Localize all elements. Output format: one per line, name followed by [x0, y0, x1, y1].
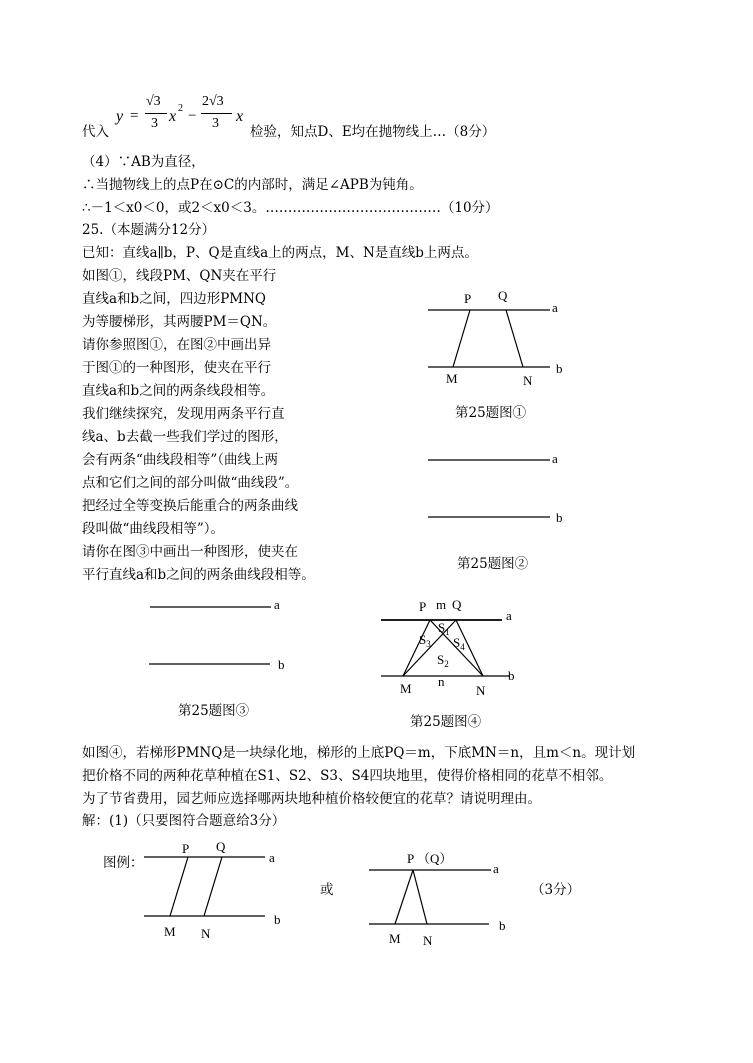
formula-num1: √3	[146, 94, 161, 109]
fig2-label-a: a	[552, 451, 558, 466]
caption-fig3: 第25题图③	[178, 703, 250, 719]
line-22: 平行直线a和b之间的两条曲线段相等。	[82, 567, 315, 583]
fig4-label-s3: $S_3$	[419, 632, 431, 649]
ans2-label-b: b	[499, 918, 506, 933]
fig1-leg-qn	[506, 310, 523, 367]
fig2-label-b: b	[556, 510, 563, 525]
caption-fig4: 第25题图④	[410, 714, 482, 730]
line-16: 线a、b去截一些我们学过的图形，	[82, 429, 288, 445]
formula-num2: 2√3	[202, 94, 224, 109]
fig4-label-b: b	[508, 668, 515, 683]
line-10: 直线a和b之间，四边形PMNQ	[82, 291, 266, 307]
line-4: （4）∵AB为直径，	[82, 154, 205, 170]
caption-fig1: 第25题图①	[455, 405, 527, 421]
fig3-label-b: b	[278, 657, 285, 672]
answer-figure-parallel	[140, 835, 300, 945]
formula-sup: 2	[178, 103, 183, 114]
fig4-label-m: M	[400, 681, 412, 696]
line-20: 段叫做“曲线段相等”）。	[82, 521, 225, 537]
fig4-label-m-top: m	[436, 597, 447, 612]
ans2-label-a: a	[493, 861, 499, 876]
ans2-leg-pm	[395, 870, 413, 924]
para-2: 把价格不同的两种花草种植在S1、S2、S3、S4四块地里，使得价格相同的花草不相邻。	[82, 768, 613, 784]
fig4-label-s4: $S_4$	[453, 635, 465, 652]
answer-legend: 图例：	[103, 855, 144, 871]
ans2-leg-qn	[413, 870, 427, 924]
ans1-leg-pm	[170, 857, 188, 916]
fig1-leg-pm	[453, 310, 470, 367]
fig4-label-n: N	[476, 683, 486, 698]
line-19: 把经过全等变换后能重合的两条曲线	[82, 498, 298, 514]
formula-prefix: 代入	[82, 124, 109, 140]
ans1-leg-qn	[204, 857, 222, 916]
ans2-label-n: N	[423, 933, 433, 948]
ans2-label-pq: P （Q）	[407, 851, 453, 866]
line-11: 为等腰梯形，其两腰PM＝QN。	[82, 314, 277, 330]
formula-eq: =	[130, 108, 139, 124]
line-21: 请你在图③中画出一种图形，使夹在	[82, 544, 298, 560]
para-4: 解：(1)（只要图符合题意给3分）	[82, 813, 286, 829]
fig3-label-a: a	[274, 597, 280, 612]
answer-score: （3分）	[531, 882, 581, 898]
fig4-label-n-bottom: n	[438, 674, 445, 689]
formula-bar1	[145, 113, 167, 114]
formula-den2: 3	[212, 116, 219, 131]
fig4-label-a: a	[506, 608, 512, 623]
fig1-label-p: P	[464, 291, 472, 306]
fig1-label-q: Q	[498, 288, 508, 303]
ans1-label-a: a	[269, 850, 275, 865]
ans1-label-q: Q	[216, 839, 226, 854]
ans1-label-p: P	[182, 841, 190, 856]
line-17: 会有两条“曲线段相等”（曲线上两	[82, 452, 279, 468]
line-7: 25.（本题满分12分）	[82, 222, 216, 238]
answer-figure-triangle	[365, 845, 525, 955]
line-13: 于图①的一种图形，使夹在平行	[82, 360, 271, 376]
formula-x: x	[236, 108, 244, 125]
caption-fig2: 第25题图②	[457, 556, 529, 572]
figure-1	[420, 285, 580, 395]
line-5: ∴当抛物线上的点P在⊙C的内部时，满足∠APB为钝角。	[82, 177, 423, 193]
fig4-label-p: P	[419, 599, 427, 614]
line-14: 直线a和b之间的两条线段相等。	[82, 383, 275, 399]
figure-4	[375, 592, 535, 702]
line-15: 我们继续探究，发现用两条平行直	[82, 406, 285, 422]
line-18: 点和它们之间的部分叫做“曲线段”。	[82, 475, 299, 491]
ans1-label-n: N	[201, 926, 211, 941]
fig1-label-a: a	[552, 300, 558, 315]
formula-minus: −	[188, 108, 197, 124]
fig4-label-s2: $S_2$	[437, 652, 449, 669]
formula-bar2	[201, 113, 232, 114]
para-1: 如图④，若梯形PMNQ是一块绿化地，梯形的上底PQ＝m，下底MN＝n，且m＜n。现计划	[82, 745, 636, 761]
line-12: 请你参照图①，在图②中画出异	[82, 337, 271, 353]
ans2-label-m: M	[389, 931, 401, 946]
figure-3	[145, 592, 305, 682]
para-3: 为了节省费用，园艺师应选择哪两块地种植价格较便宜的花草？请说明理由。	[82, 791, 541, 807]
fig1-label-b: b	[556, 361, 563, 376]
line-8: 已知：直线a∥b，P、Q是直线a上的两点，M、N是直线b上两点。	[82, 245, 478, 261]
ans1-label-m: M	[164, 924, 176, 939]
answer-or: 或	[320, 882, 334, 898]
figure-2	[420, 448, 580, 528]
fig1-label-m: M	[446, 371, 458, 386]
formula-suffix: 检验，知点D、E均在抛物线上…（8分）	[250, 124, 496, 140]
fig4-label-q: Q	[452, 597, 462, 612]
line-9: 如图①，线段PM、QN夹在平行	[82, 268, 277, 284]
fig4-label-s1: $S_1$	[438, 620, 450, 637]
formula-y: y	[116, 108, 124, 125]
ans1-label-b: b	[274, 912, 281, 927]
formula-den1: 3	[151, 116, 158, 131]
fig1-label-n: N	[523, 373, 533, 388]
formula-x2: x	[169, 108, 177, 125]
line-6: ∴－1＜x0＜0，或2＜x0＜3。…………………………………（10分）	[82, 200, 499, 216]
